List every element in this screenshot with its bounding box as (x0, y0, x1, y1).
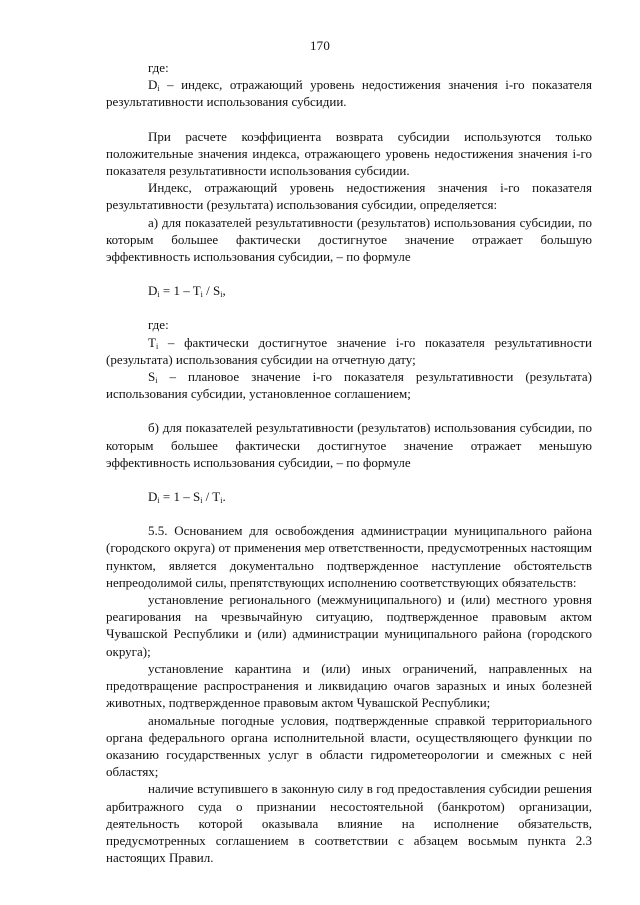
subscript-index: i (157, 84, 160, 94)
where-label: где: (148, 60, 169, 75)
page-number: 170 (309, 38, 331, 53)
di-definition: $D_i$ – индекс, отражающий уровень недостижения значения i-го показателя результативности использования субсидии. (106, 77, 592, 110)
case-b-paragraph: б) для показателей результативности (результатов) использования субсидии, по которым большее фактически достигнутое значение отражает меньшую эффективность использования субсидии, – по формуле (106, 420, 592, 470)
where-label: где: (148, 317, 169, 333)
case-a-paragraph: а) для показателей результативности (результатов) использования субсидии, по которым большее фактически достигнутое значение отражает большую эффективность использования субсидии, – по формуле (106, 214, 592, 265)
subscript-index: i (200, 496, 203, 506)
subscript-index: i (220, 290, 223, 300)
index-definition-paragraph: Индекс, отражающий уровень недостижения значения i-го показателя результативности (результата) использования субсидии, определяется: (106, 180, 592, 213)
subscript-index: i (155, 376, 158, 386)
court-decision-condition-item: наличие вступившего в законную силу в год предоставления субсидии решения арбитражного суда о признании несостоятельной (банкротом) организации, деятельность которой оказывала влияние на исполнение обязательств, предусмотренных соглашением в соответствии с абзацем восьмым пункта 2.3 настоящих Правил. (106, 781, 592, 866)
quarantine-condition-item: установление карантина и (или) иных ограничений, направленных на предотвращение распространения и ликвидацию очагов заразных и иных болезней животных, подтвержденное правовым актом Чувашской Республики; (106, 660, 592, 711)
calculation-rule-paragraph: При расчете коэффициента возврата субсидии используются только положительные значения индекса, отражающего уровень недостижения значения i-го показателя результативности использования субсидии. (106, 128, 592, 179)
subscript-index: i (220, 496, 223, 506)
subscript-index: i (157, 290, 160, 300)
si-definition: $S_i$ – плановое значение i-го показателя результативности (результата) использования субсидии, установленное соглашением; (106, 369, 592, 402)
formula-a: $D_i = 1 - T_i / S_i$, (148, 283, 226, 300)
weather-condition-item: аномальные погодные условия, подтвержденные справкой территориального органа федерального органа исполнительной власти, осуществляющего функции по оказанию государственных услуг в области гидрометеорологии и смежных с ней областях; (106, 712, 592, 780)
subscript-index: i (155, 341, 159, 351)
formula-b: $D_i = 1 - S_i / T_i$. (148, 489, 226, 506)
document-body (106, 59, 592, 866)
ti-definition: $T_i$ – фактически достигнутое значение i-го показателя результативности (результата) использования субсидии на отчетную дату; (106, 334, 592, 367)
clause-5-5-paragraph: 5.5. Основанием для освобождения администрации муниципального района (городского округа) от применения мер ответственности, предусмотренных настоящим пунктом, является документально подтвержденное наступление обстоятельств непреодолимой силы, препятствующих исполнению соответствующих обязательств: (106, 523, 592, 590)
subscript-index: i (200, 290, 203, 300)
emergency-condition-item: установление регионального (межмуниципального) и (или) местного уровня реагирования на чрезвычайную ситуацию, подтвержденное правовым актом Чувашской Республики и (или) администрации муниципального района (городского округа); (106, 592, 592, 659)
subscript-index: i (157, 496, 160, 506)
